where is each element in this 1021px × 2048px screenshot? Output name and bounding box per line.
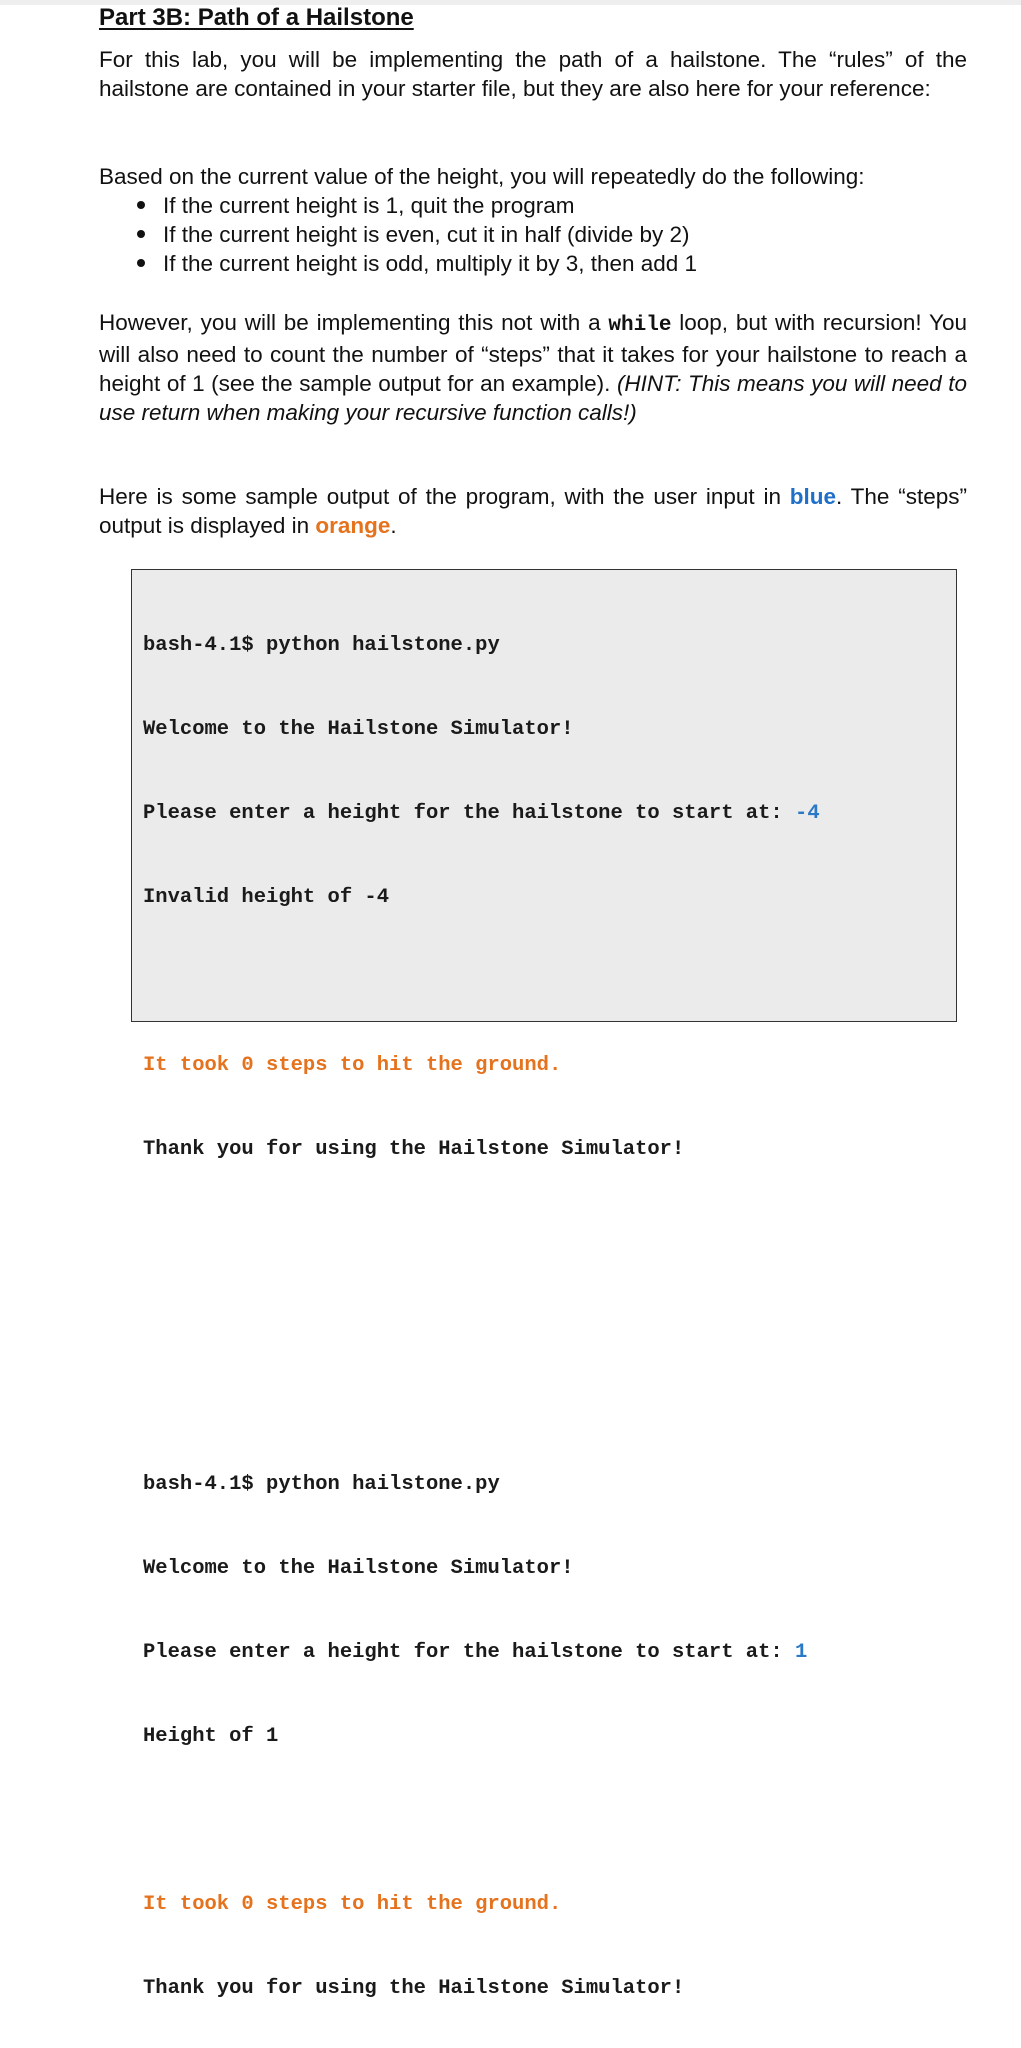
rules-list bbox=[137, 191, 697, 278]
rule-text: If the current height is 1, quit the program bbox=[163, 193, 575, 218]
terminal-command-line: bash-4.1$ python hailstone.py bbox=[143, 1473, 500, 1496]
recursion-paragraph bbox=[99, 308, 967, 427]
sample-text-end: . bbox=[390, 513, 397, 538]
terminal-goodbye-line: Thank you for using the Hailstone Simulator! bbox=[143, 1138, 685, 1161]
terminal-blank-line bbox=[143, 1220, 820, 1248]
terminal-prompt-line bbox=[143, 800, 820, 828]
blue-word: blue bbox=[789, 484, 837, 509]
bullet-dot-icon bbox=[137, 201, 145, 209]
sample-terminal-output bbox=[131, 569, 957, 2000]
bullet-dot-icon bbox=[137, 230, 145, 238]
list-item bbox=[137, 249, 697, 278]
recursion-text-end: loop, but with recursion! You will also need to count the number of “steps” that it takes for your hailstone to reach a height of 1 (see the sample output for an example). bbox=[99, 310, 967, 396]
terminal-blank-line bbox=[143, 1304, 820, 1332]
intro-paragraph: For this lab, you will be implementing the path of a hailstone. The “rules” of the hailstone are contained in your starter file, but they are also here for your reference: bbox=[99, 47, 967, 101]
section-title: Part 3B: Path of a Hailstone bbox=[99, 4, 414, 31]
rules-lead-paragraph: Based on the current value of the height, you will repeatedly do the following: bbox=[99, 164, 865, 189]
terminal-prompt-text: Please enter a height for the hailstone to start at: bbox=[143, 802, 796, 825]
list-item bbox=[137, 220, 697, 249]
terminal-prompt-text: Please enter a height for the hailstone to start at: bbox=[143, 1641, 796, 1664]
terminal-user-input: 1 bbox=[795, 1641, 808, 1664]
hint-text: (HINT: This means you will need to use return when making your recursive function calls!) bbox=[99, 371, 967, 425]
bullet-dot-icon bbox=[137, 259, 145, 267]
terminal-goodbye-line: Thank you for using the Hailstone Simulator! bbox=[143, 1977, 685, 2000]
terminal-result-line: Invalid height of -4 bbox=[143, 886, 390, 909]
terminal-prompt-line bbox=[143, 1639, 820, 1667]
terminal-command-line: bash-4.1$ python hailstone.py bbox=[143, 634, 500, 657]
terminal-steps-line: It took 0 steps to hit the ground. bbox=[143, 1054, 562, 1077]
rule-text: If the current height is even, cut it in half (divide by 2) bbox=[163, 222, 690, 247]
terminal-blank-line bbox=[143, 1807, 820, 1835]
terminal-blank-line bbox=[143, 1388, 820, 1415]
terminal-welcome-line: Welcome to the Hailstone Simulator! bbox=[143, 718, 574, 741]
terminal-lines bbox=[143, 576, 820, 2048]
rule-text: If the current height is odd, multiply it by 3, then add 1 bbox=[163, 251, 698, 276]
while-keyword: while bbox=[608, 314, 672, 337]
terminal-result-line: Height of 1 bbox=[143, 1725, 279, 1748]
terminal-blank-line bbox=[143, 968, 820, 996]
sample-output-paragraph bbox=[99, 482, 967, 540]
sample-text-start: Here is some sample output of the program, with the user input in bbox=[99, 484, 790, 509]
orange-word: orange bbox=[315, 513, 391, 538]
terminal-user-input: -4 bbox=[795, 802, 820, 825]
sample-text-mid: . The “steps” output is displayed in bbox=[99, 484, 967, 538]
recursion-text-start: However, you will be implementing this not with a bbox=[99, 310, 609, 335]
list-item bbox=[137, 191, 697, 220]
terminal-steps-line: It took 0 steps to hit the ground. bbox=[143, 1893, 562, 1916]
terminal-welcome-line: Welcome to the Hailstone Simulator! bbox=[143, 1557, 574, 1580]
